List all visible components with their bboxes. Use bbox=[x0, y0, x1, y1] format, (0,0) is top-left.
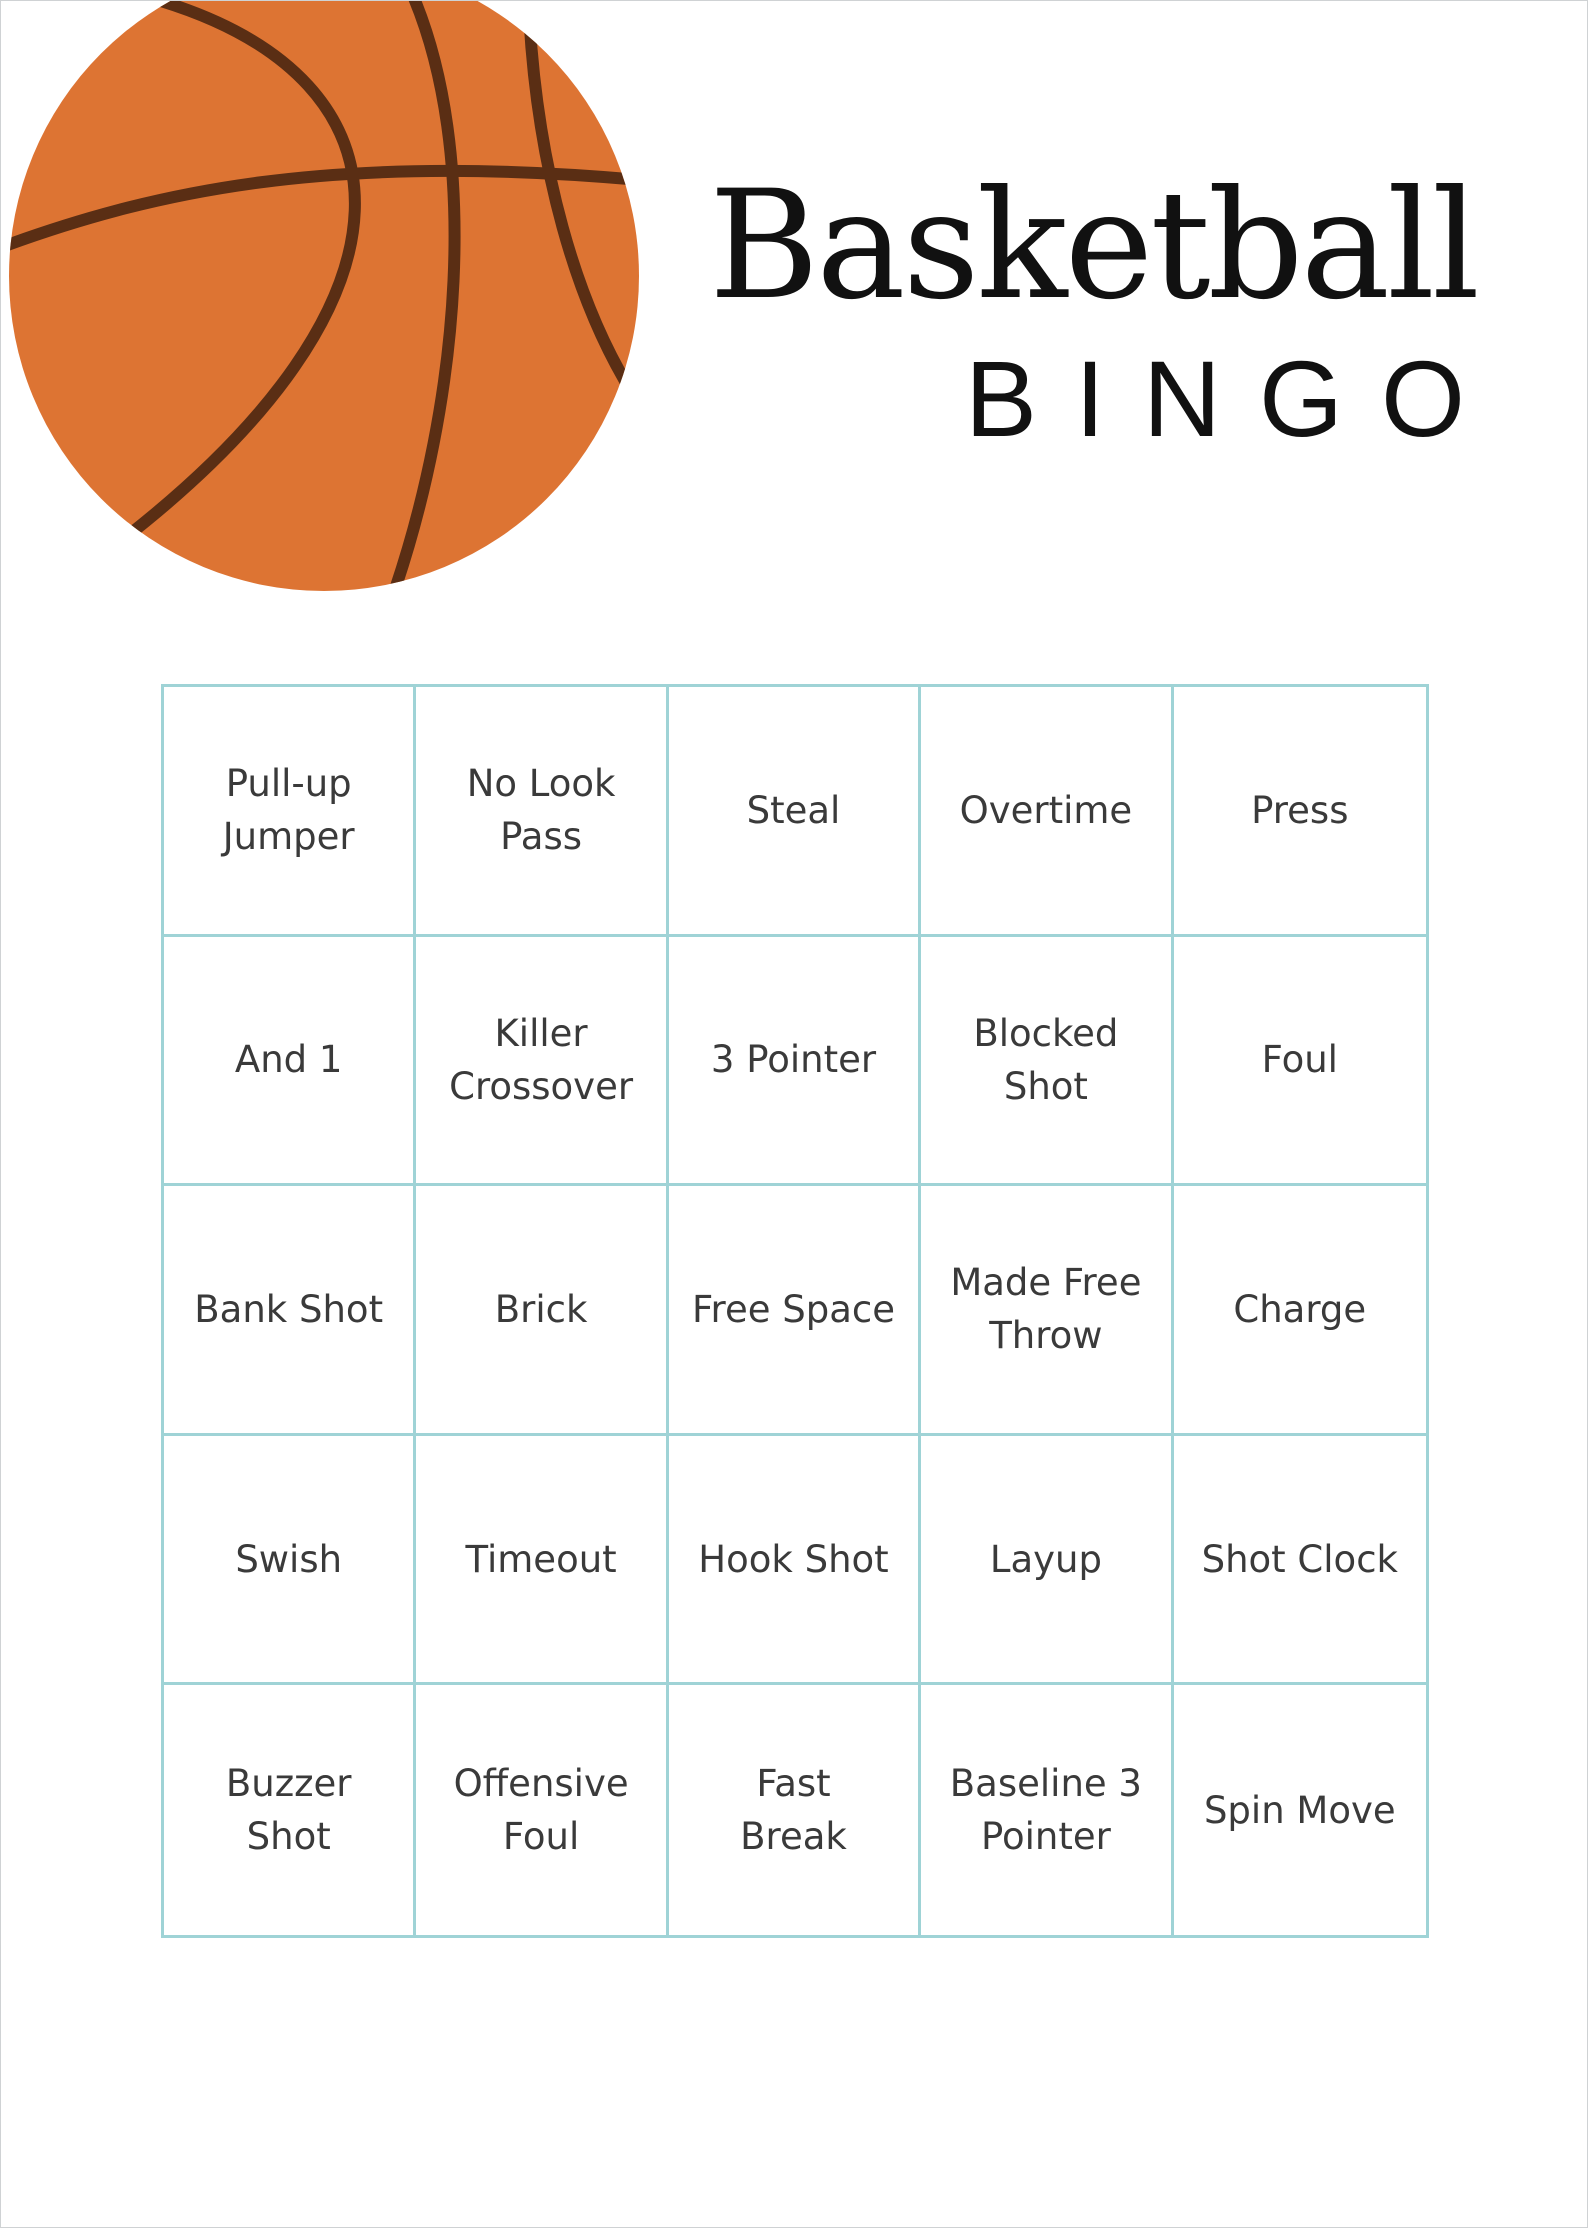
bingo-cell-label: Hook Shot bbox=[698, 1537, 889, 1581]
bingo-cell[interactable] bbox=[1174, 1186, 1426, 1436]
bingo-cell[interactable] bbox=[669, 1685, 921, 1935]
bingo-cell[interactable] bbox=[416, 1186, 668, 1436]
bingo-cell-label: Steal bbox=[746, 788, 841, 832]
bingo-cell-label: Bank Shot bbox=[194, 1287, 384, 1331]
bingo-cell[interactable] bbox=[164, 1186, 416, 1436]
bingo-cell-label: Blocked Shot bbox=[973, 1011, 1119, 1108]
bingo-cell-label: Brick bbox=[494, 1287, 588, 1331]
bingo-cell-label: Fast Break bbox=[740, 1762, 847, 1859]
bingo-cell-label: No Look Pass bbox=[466, 762, 616, 859]
bingo-cell-label: Made Free Throw bbox=[950, 1261, 1142, 1358]
bingo-cell[interactable] bbox=[164, 687, 416, 937]
bingo-cell-label: Charge bbox=[1233, 1287, 1367, 1331]
bingo-cell[interactable] bbox=[164, 1436, 416, 1686]
bingo-cell[interactable] bbox=[669, 687, 921, 937]
bingo-cell[interactable] bbox=[921, 1436, 1173, 1686]
bingo-cell[interactable] bbox=[1174, 1436, 1426, 1686]
bingo-cell-label: Spin Move bbox=[1203, 1788, 1396, 1832]
bingo-cell-label: Layup bbox=[989, 1537, 1102, 1581]
bingo-cell-label: Baseline 3 Pointer bbox=[949, 1762, 1142, 1859]
bingo-cell[interactable] bbox=[669, 1436, 921, 1686]
bingo-cell[interactable] bbox=[669, 937, 921, 1187]
page-title: Basketball bbox=[709, 159, 1477, 333]
basketball-icon bbox=[1, 1, 641, 601]
bingo-cell[interactable] bbox=[1174, 1685, 1426, 1935]
bingo-cell[interactable] bbox=[164, 937, 416, 1187]
bingo-cell[interactable] bbox=[164, 1685, 416, 1935]
bingo-grid bbox=[161, 684, 1429, 1938]
bingo-cell[interactable] bbox=[1174, 687, 1426, 937]
bingo-cell-label: Press bbox=[1251, 788, 1349, 832]
ball-body bbox=[9, 1, 639, 591]
bingo-cell-label: Swish bbox=[235, 1537, 343, 1581]
bingo-cell-label: Foul bbox=[1261, 1038, 1338, 1082]
bingo-cell[interactable] bbox=[416, 1436, 668, 1686]
bingo-cell-label: Buzzer Shot bbox=[225, 1762, 352, 1859]
page-subtitle: BINGO bbox=[964, 338, 1503, 459]
bingo-cell[interactable] bbox=[921, 1186, 1173, 1436]
bingo-cell-free-space[interactable] bbox=[669, 1186, 921, 1436]
bingo-cell[interactable] bbox=[921, 937, 1173, 1187]
bingo-cell-label: Overtime bbox=[959, 788, 1133, 832]
bingo-cell-label: Killer Crossover bbox=[449, 1011, 634, 1108]
bingo-cell[interactable] bbox=[416, 687, 668, 937]
bingo-cell-label: Pull-up Jumper bbox=[222, 762, 355, 859]
bingo-cell[interactable] bbox=[921, 687, 1173, 937]
bingo-cell[interactable] bbox=[1174, 937, 1426, 1187]
bingo-cell[interactable] bbox=[921, 1685, 1173, 1935]
title-block bbox=[709, 159, 1503, 459]
bingo-cell-label: 3 Pointer bbox=[710, 1038, 877, 1082]
bingo-cell-label: Free Space bbox=[691, 1287, 895, 1331]
bingo-cell-label: Shot Clock bbox=[1201, 1537, 1398, 1581]
bingo-cell-label: Timeout bbox=[465, 1537, 617, 1581]
bingo-cell[interactable] bbox=[416, 937, 668, 1187]
bingo-cell[interactable] bbox=[416, 1685, 668, 1935]
bingo-cell-label: And 1 bbox=[234, 1038, 343, 1082]
bingo-cell-label: Offensive Foul bbox=[453, 1762, 629, 1859]
